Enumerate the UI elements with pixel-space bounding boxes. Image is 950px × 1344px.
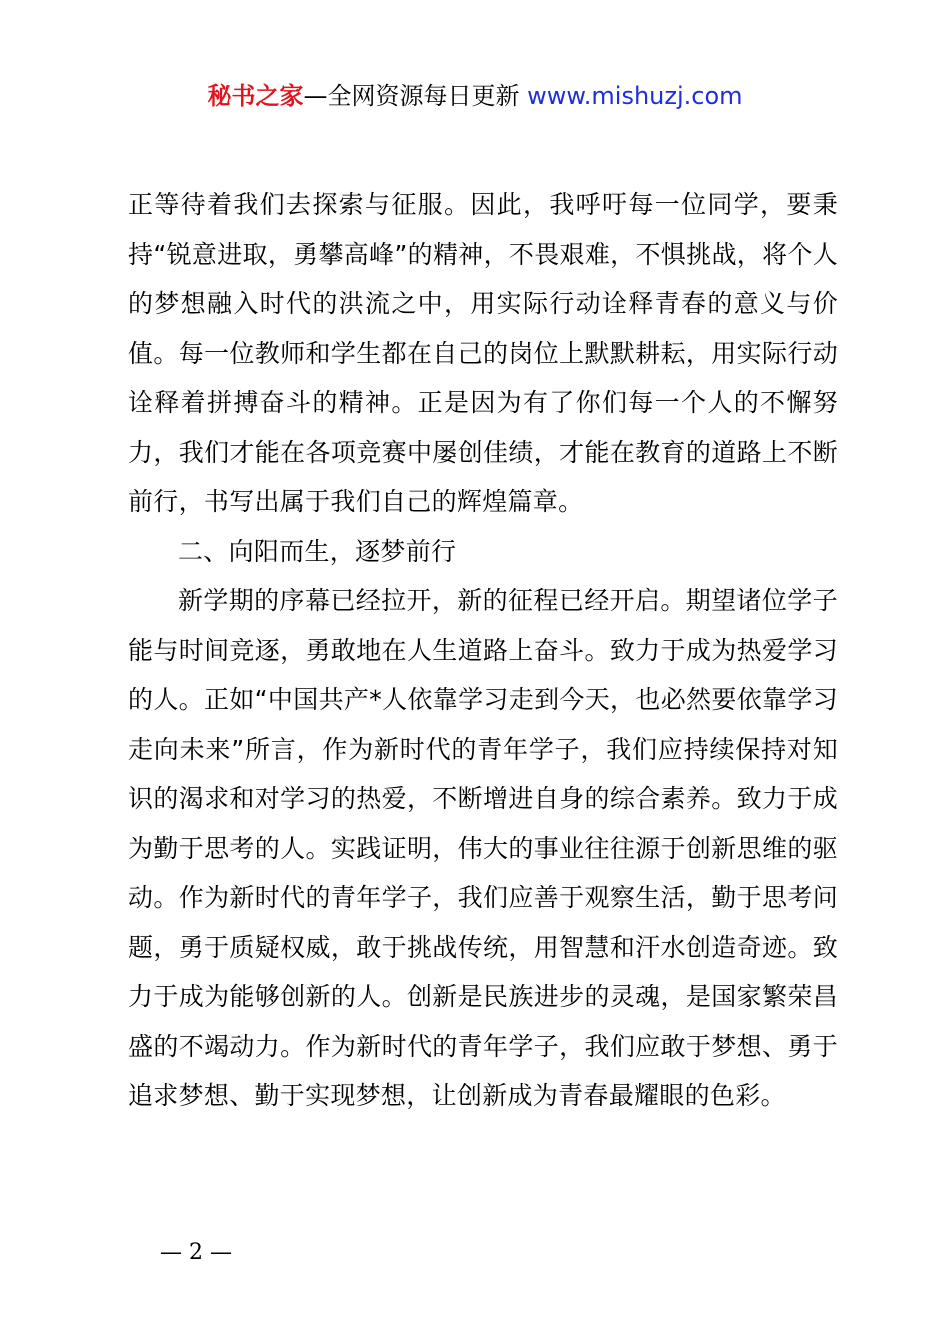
- header-tagline: —全网资源每日更新: [303, 82, 520, 110]
- paragraph-body: 新学期的序幕已经拉开，新的征程已经开启。期望诸位学子能与时间竞逐，勇敢地在人生道路上奋斗。致力于成为热爱学习的人。正如“中国共产*人依靠学习走到今天，也必然要依靠学习走向未来”所言，作为新时代的青年学子，我们应持续保持对知识的渴求和对学习的热爱，不断增进自身的综合素养。致力于成为勤于思考的人。实践证明，伟大的事业往往源于创新思维的驱动。作为新时代的青年学子，我们应善于观察生活，勤于思考问题，勇于质疑权威，敢于挑战传统，用智慧和汗水创造奇迹。致力于成为能够创新的人。创新是民族进步的灵魂，是国家繁荣昌盛的不竭动力。作为新时代的青年学子，我们应敢于梦想、勇于追求梦想、勤于实现梦想，让创新成为青春最耀眼的色彩。: [128, 586, 838, 1110]
- document-header: [0, 78, 950, 114]
- page-number: — 2 —: [160, 1240, 232, 1265]
- paragraph-continuation: 正等待着我们去探索与征服。因此，我呼吁每一位同学，要秉持“锐意进取，勇攀高峰”的精神，不畏艰难，不惧挑战，将个人的梦想融入时代的洪流之中，用实际行动诠释青春的意义与价值。每一位教师和学生都在自己的岗位上默默耕耘，用实际行动诠释着拼搏奋斗的精神。正是因为有了你们每一个人的不懈努力，我们才能在各项竞赛中屡创佳绩，才能在教育的道路上不断前行，书写出属于我们自己的辉煌篇章。: [128, 190, 838, 516]
- header-brand: 秘书之家: [207, 82, 304, 110]
- header-url-link[interactable]: www.mishuzj.com: [527, 82, 743, 110]
- section-heading: 二、向阳而生，逐梦前行: [178, 536, 457, 566]
- document-body: [128, 180, 838, 1121]
